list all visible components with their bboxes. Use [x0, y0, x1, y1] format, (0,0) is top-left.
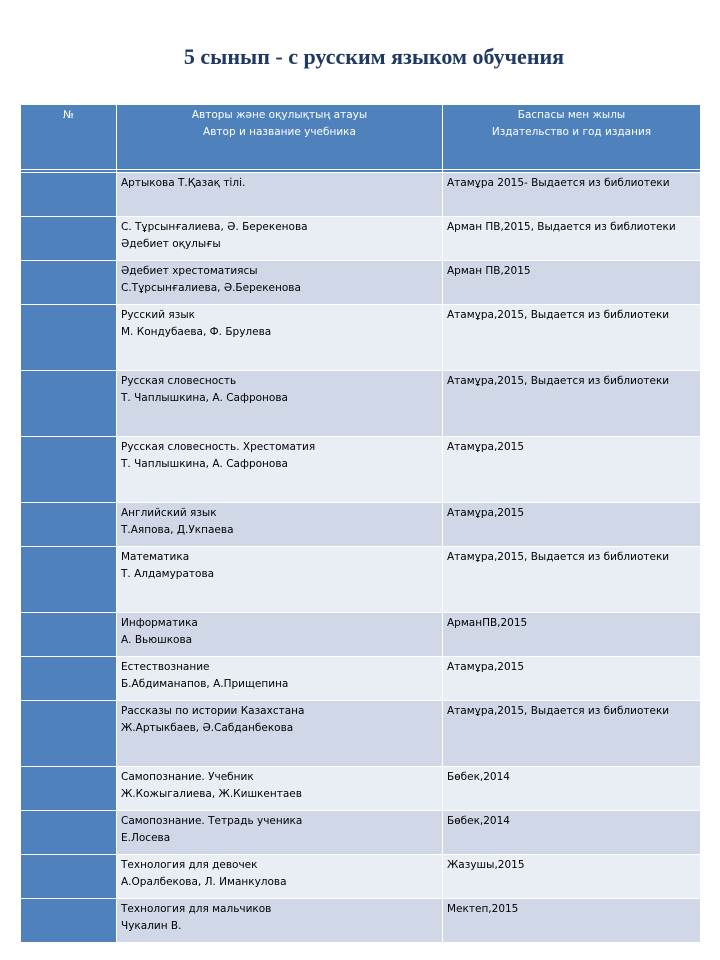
publisher-cell: Атамұра,2015, Выдается из библиотеки — [443, 371, 701, 437]
row-number-cell — [21, 613, 117, 657]
book-cell: Математика Т. Алдамуратова — [117, 547, 443, 613]
book-cell: Английский язык Т.Аяпова, Д.Укпаева — [117, 503, 443, 547]
book-cell: Артыкова Т.Қазақ тілі. — [117, 173, 443, 217]
book-cell: Информатика А. Вьюшкова — [117, 613, 443, 657]
publisher-cell: Арман ПВ,2015 — [443, 261, 701, 305]
row-number-cell — [21, 547, 117, 613]
book-cell: Әдебиет хрестоматиясы С.Тұрсынғалиева, Ә.Берекенова — [117, 261, 443, 305]
book-cell: Естествознание Б.Абдиманапов, А.Прищепина — [117, 657, 443, 701]
book-cell: Русская словесность. Хрестоматия Т. Чаплышкина, А. Сафронова — [117, 437, 443, 503]
header-author-title-kz: Авторы және оқулықтың атауы — [191, 109, 368, 121]
table-row — [21, 437, 701, 503]
table-row — [21, 173, 701, 217]
book-cell: Технология для девочек А.Оралбекова, Л. Иманкулова — [117, 855, 443, 899]
row-number-cell — [21, 173, 117, 217]
row-number-cell — [21, 811, 117, 855]
textbook-table — [20, 104, 701, 943]
publisher-cell: Атамұра,2015 — [443, 503, 701, 547]
book-cell: Самопознание. Тетрадь ученика Е.Лосева — [117, 811, 443, 855]
publisher-cell: Атамұра,2015, Выдается из библиотеки — [443, 701, 701, 767]
table-row — [21, 811, 701, 855]
header-publisher-year-ru: Издательство и год издания — [491, 126, 652, 138]
publisher-cell: Атамұра,2015 — [443, 657, 701, 701]
row-number-cell — [21, 371, 117, 437]
header-publisher-year-kz: Баспасы мен жылы — [517, 109, 626, 121]
table-row — [21, 701, 701, 767]
table-row — [21, 371, 701, 437]
row-number-cell — [21, 305, 117, 371]
row-number-cell — [21, 657, 117, 701]
book-cell: Русский язык М. Кондубаева, Ф. Брулева — [117, 305, 443, 371]
publisher-cell: Атамұра 2015- Выдается из библиотеки — [443, 173, 701, 217]
table-row — [21, 217, 701, 261]
publisher-cell: Бөбек,2014 — [443, 811, 701, 855]
book-cell: Рассказы по истории Казахстана Ж.Артыкбаев, Ә.Сабданбекова — [117, 701, 443, 767]
table-row — [21, 547, 701, 613]
book-cell: Русская словесность Т. Чаплышкина, А. Сафронова — [117, 371, 443, 437]
book-cell: Технология для мальчиков Чукалин В. — [117, 899, 443, 943]
table-row — [21, 767, 701, 811]
publisher-cell: Атамұра,2015, Выдается из библиотеки — [443, 305, 701, 371]
header-publisher-year — [443, 105, 701, 170]
header-author-title — [117, 105, 443, 170]
table-row — [21, 899, 701, 943]
row-number-cell — [21, 899, 117, 943]
row-number-cell — [21, 261, 117, 305]
header-number: № — [21, 105, 117, 170]
table-row — [21, 305, 701, 371]
table-row — [21, 657, 701, 701]
table-row — [21, 855, 701, 899]
publisher-cell: Атамұра,2015, Выдается из библиотеки — [443, 547, 701, 613]
table-row — [21, 503, 701, 547]
book-cell: Самопознание. Учебник Ж.Кожыгалиева, Ж.Кишкентаев — [117, 767, 443, 811]
publisher-cell: АрманПВ,2015 — [443, 613, 701, 657]
row-number-cell — [21, 701, 117, 767]
publisher-cell: Арман ПВ,2015, Выдается из библиотеки — [443, 217, 701, 261]
publisher-cell: Жазушы,2015 — [443, 855, 701, 899]
page-title: 5 сынып - с русским языком обучения — [183, 44, 565, 69]
publisher-cell: Мектеп,2015 — [443, 899, 701, 943]
row-number-cell — [21, 855, 117, 899]
table-row — [21, 613, 701, 657]
book-cell: С. Тұрсынғалиева, Ә. Берекенова Әдебиет оқулығы — [117, 217, 443, 261]
row-number-cell — [21, 767, 117, 811]
publisher-cell: Бөбек,2014 — [443, 767, 701, 811]
header-author-title-ru: Автор и название учебника — [203, 126, 356, 138]
table-row — [21, 261, 701, 305]
publisher-cell: Атамұра,2015 — [443, 437, 701, 503]
row-number-cell — [21, 217, 117, 261]
table-header-row — [21, 105, 701, 170]
row-number-cell — [21, 437, 117, 503]
row-number-cell — [21, 503, 117, 547]
